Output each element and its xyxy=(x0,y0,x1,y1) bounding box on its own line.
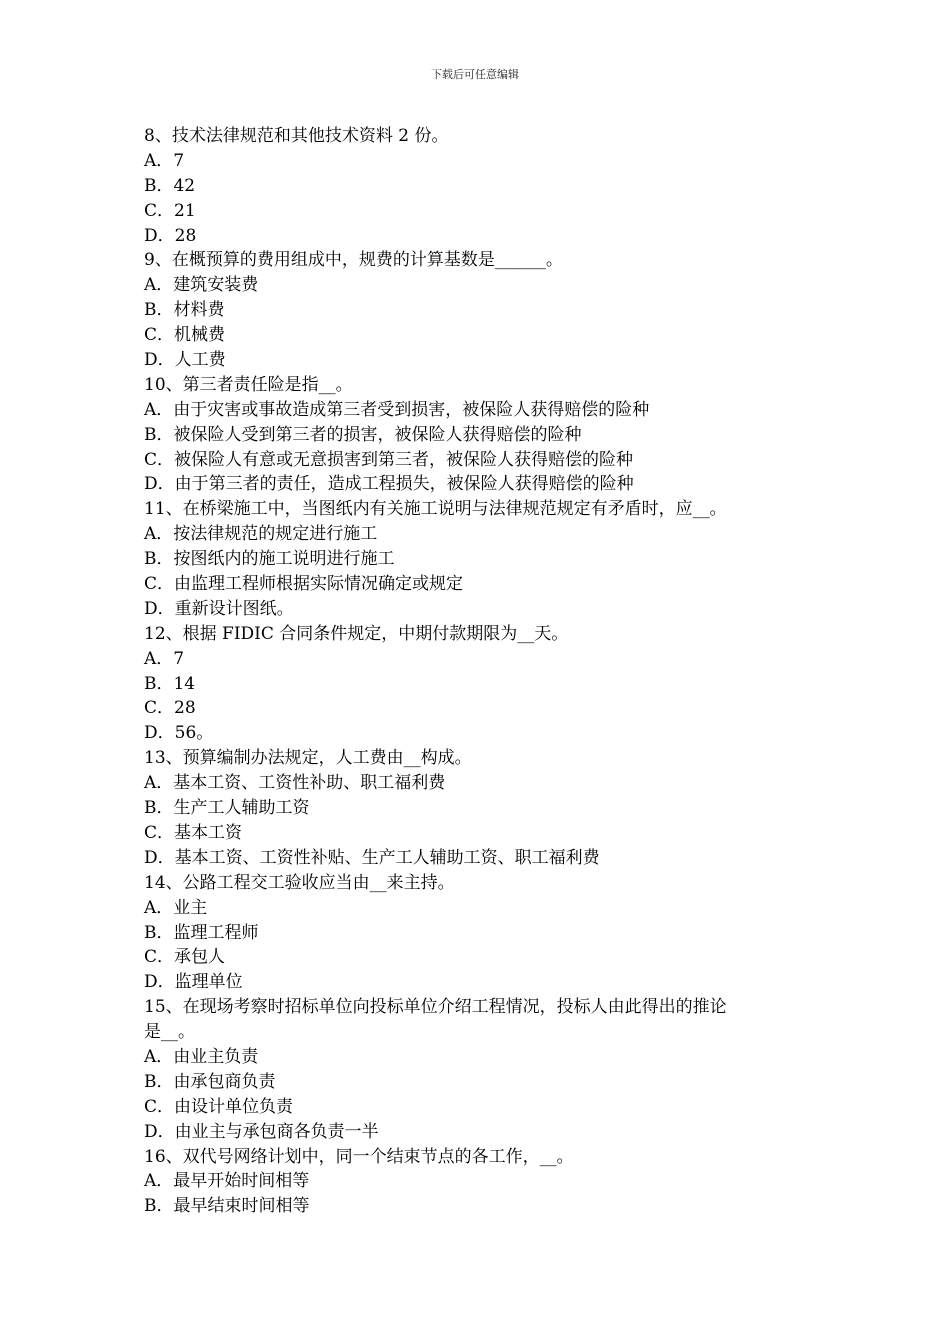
question-14-option-c: C．承包人 xyxy=(144,947,226,968)
page-header: 下载后可任意编辑 xyxy=(431,68,519,81)
question-15-option-d: D．由业主与承包商各负责一半 xyxy=(144,1121,379,1142)
question-8-option-c: C．21 xyxy=(144,200,196,221)
question-13-option-d: D．基本工资、工资性补贴、生产工人辅助工资、职工福利费 xyxy=(144,847,600,868)
question-10-option-b: B．被保险人受到第三者的损害，被保险人获得赔偿的险种 xyxy=(144,424,582,445)
question-13: 13、预算编制办法规定，人工费由__构成。 xyxy=(144,748,472,769)
question-11-option-c: C．由监理工程师根据实际情况确定或规定 xyxy=(144,574,464,595)
question-8-option-b: B．42 xyxy=(144,175,196,196)
question-15-option-c: C．由设计单位负责 xyxy=(144,1096,294,1117)
question-14-option-b: B．监理工程师 xyxy=(144,922,259,943)
question-12-option-a: A．7 xyxy=(144,648,185,669)
question-12-option-b: B．14 xyxy=(144,673,196,694)
question-9-option-b: B．材料费 xyxy=(144,300,225,321)
question-13-option-a: A．基本工资、工资性补助、职工福利费 xyxy=(144,773,446,794)
question-10-option-c: C．被保险人有意或无意损害到第三者，被保险人获得赔偿的险种 xyxy=(144,449,634,470)
question-16-option-b: B．最早结束时间相等 xyxy=(144,1196,310,1217)
question-11-option-b: B．按图纸内的施工说明进行施工 xyxy=(144,549,395,570)
question-14: 14、公路工程交工验收应当由__来主持。 xyxy=(144,872,455,893)
question-12-option-c: C．28 xyxy=(144,698,196,719)
question-11-option-d: D．重新设计图纸。 xyxy=(144,598,294,619)
question-10-option-d: D．由于第三者的责任，造成工程损失，被保险人获得赔偿的险种 xyxy=(144,474,634,495)
question-12-option-d: D．56。 xyxy=(144,723,214,744)
question-10: 10、第三者责任险是指__。 xyxy=(144,374,353,395)
question-10-option-a: A．由于灾害或事故造成第三者受到损害，被保险人获得赔偿的险种 xyxy=(144,399,650,420)
question-13-option-c: C．基本工资 xyxy=(144,822,243,843)
question-16: 16、双代号网络计划中，同一个结束节点的各工作，__。 xyxy=(144,1146,574,1167)
question-13-option-b: B．生产工人辅助工资 xyxy=(144,798,310,819)
question-9-option-d: D．人工费 xyxy=(144,350,226,371)
question-9-option-a: A．建筑安装费 xyxy=(144,275,259,296)
question-15-option-b: B．由承包商负责 xyxy=(144,1071,276,1092)
question-14-option-a: A．业主 xyxy=(144,897,208,918)
question-8: 8、技术法律规范和其他技术资料 2 份。 xyxy=(144,126,449,146)
question-9-option-c: C．机械费 xyxy=(144,325,226,346)
question-9: 9、在概预算的费用组成中，规费的计算基数是______。 xyxy=(144,250,563,271)
question-11: 11、在桥梁施工中，当图纸内有关施工说明与法律规范规定有矛盾时，应__。 xyxy=(144,499,727,520)
question-8-option-d: D．28 xyxy=(144,225,197,246)
question-8-option-a: A．7 xyxy=(144,150,185,171)
question-11-option-a: A．按法律规范的规定进行施工 xyxy=(144,524,378,545)
question-12: 12、根据 FIDIC 合同条件规定，中期付款期限为__天。 xyxy=(144,623,569,644)
question-15-continuation: 是__。 xyxy=(144,1022,195,1043)
question-15-option-a: A．由业主负责 xyxy=(144,1046,259,1067)
document-body xyxy=(144,124,810,1219)
question-14-option-d: D．监理单位 xyxy=(144,972,243,993)
question-16-option-a: A．最早开始时间相等 xyxy=(144,1171,310,1192)
question-15: 15、在现场考察时招标单位向投标单位介绍工程情况，投标人由此得出的推论 xyxy=(144,997,727,1018)
